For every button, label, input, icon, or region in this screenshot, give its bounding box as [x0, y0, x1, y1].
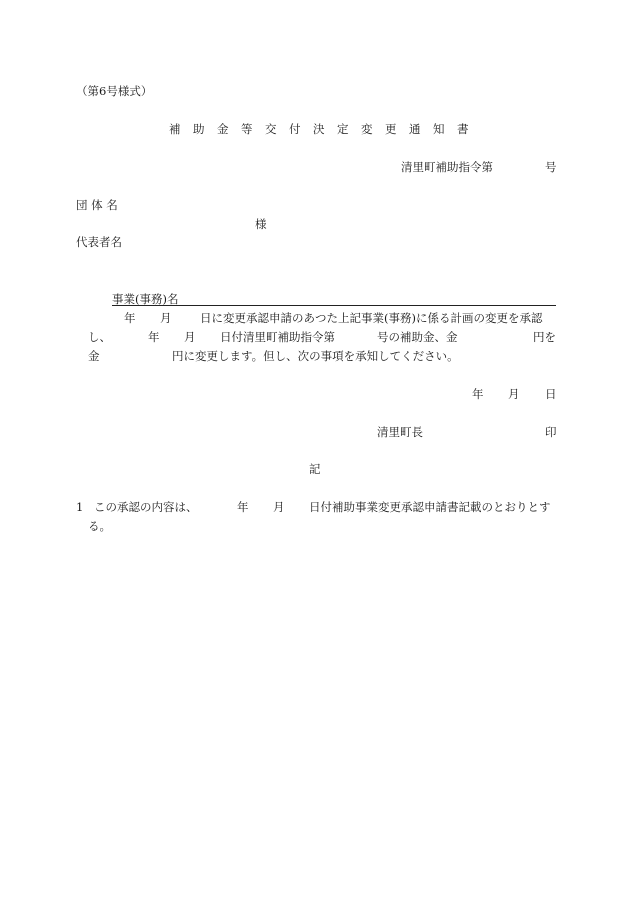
reference-prefix: 清里町補助指令第	[401, 160, 493, 174]
body-l2-year: 年	[148, 330, 160, 344]
body-l3-b: 円に変更します。但し、次の事項を承知してください。	[172, 349, 459, 363]
reference-suffix: 号	[545, 160, 557, 174]
item-1-month: 月	[273, 500, 285, 514]
document-title: 補助金等交付決定変更通知書	[169, 122, 481, 136]
seal-mark: 印	[545, 425, 557, 439]
representative-label: 代表者名	[76, 235, 122, 249]
item-1-continuation: る。	[88, 519, 111, 533]
body-l1-text: 日に変更承認申請のあつた上記事業(事務)に係る計画の変更を承認	[200, 311, 543, 325]
item-1-number: 1	[76, 500, 84, 514]
date-year: 年	[472, 387, 484, 401]
organization-label: 団 体 名	[76, 198, 118, 212]
body-l2-month: 月	[184, 330, 196, 344]
body-l2-b: 日付清里町補助指令第	[220, 330, 335, 344]
ki-heading: 記	[309, 462, 321, 476]
honorific: 様	[255, 217, 267, 231]
project-name-underline	[112, 305, 556, 306]
body-l3-a: 金	[88, 349, 100, 363]
project-name-label: 事業(事務)名	[112, 292, 179, 306]
item-1-a: この承認の内容は、	[94, 500, 198, 514]
item-1-year: 年	[237, 500, 249, 514]
form-number: （第6号様式）	[76, 84, 153, 98]
date-day: 日	[545, 387, 557, 401]
issuer-name: 清里町長	[377, 425, 423, 439]
body-l2-d: 円を	[533, 330, 556, 344]
body-l2-c: 号の補助金、金	[377, 330, 458, 344]
date-month: 月	[508, 387, 520, 401]
body-l2-a: し、	[88, 330, 111, 344]
body-l1-month: 月	[160, 311, 172, 325]
body-l1-year: 年	[124, 311, 136, 325]
item-1-b: 日付補助事業変更承認申請書記載のとおりとす	[309, 500, 551, 514]
